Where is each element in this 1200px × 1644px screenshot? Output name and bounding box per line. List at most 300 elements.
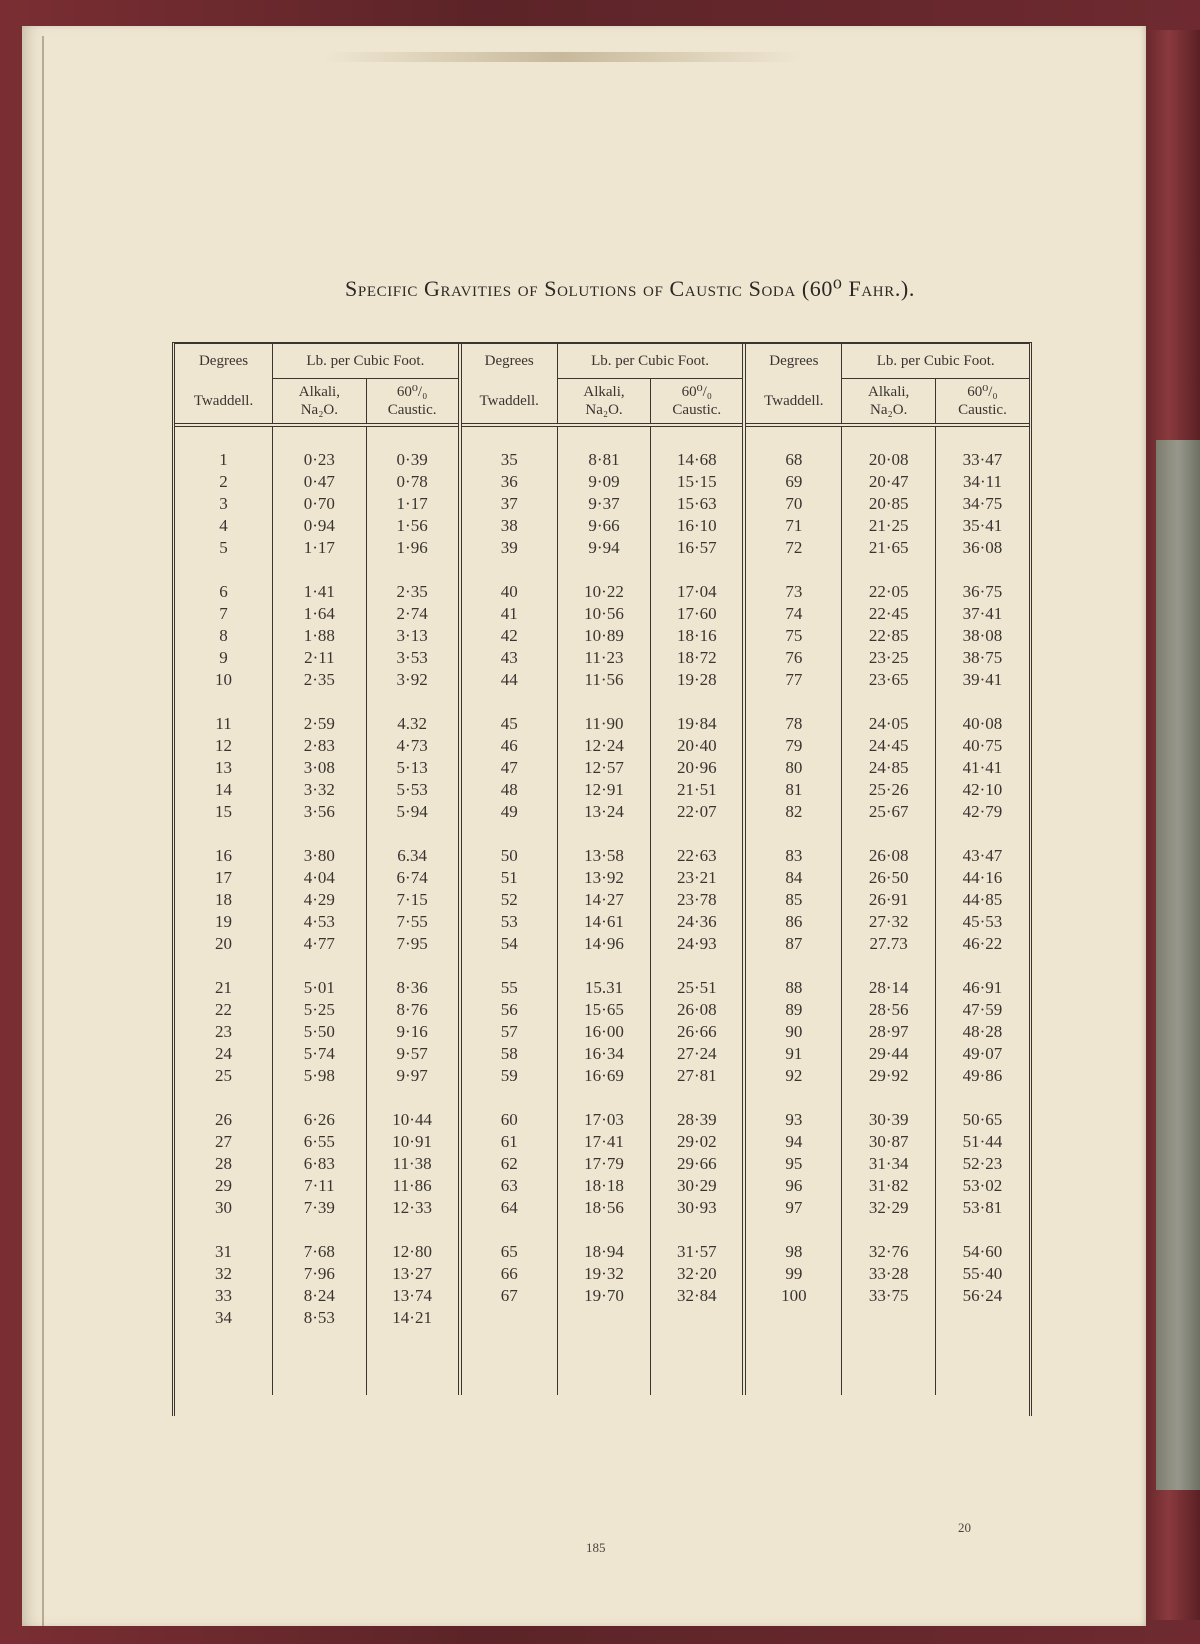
spacer-cell <box>651 955 745 977</box>
alkali-cell: 13·92 <box>557 867 651 889</box>
alkali-cell: 6·83 <box>273 1153 367 1175</box>
twaddell-cell: 11 <box>175 713 273 735</box>
alkali-cell: 20·08 <box>842 449 936 471</box>
alkali-cell: 9·37 <box>557 493 651 515</box>
spacer-row <box>175 1329 1029 1351</box>
caustic-cell <box>651 1307 745 1329</box>
caustic-cell: 10·44 <box>366 1109 460 1131</box>
twaddell-cell: 12 <box>175 735 273 757</box>
caustic-header-3 <box>935 379 1029 426</box>
caustic-cell: 22·07 <box>651 801 745 823</box>
caustic-cell: 6.34 <box>366 845 460 867</box>
alkali-cell: 17·41 <box>557 1131 651 1153</box>
caustic-cell: 34·75 <box>962 494 1003 513</box>
caustic-label: Caustic. <box>672 402 722 418</box>
data-table <box>175 344 1029 1395</box>
twaddell-cell: 67 <box>460 1285 558 1307</box>
caustic-cell: 7·55 <box>366 911 460 933</box>
spacer-row <box>175 691 1029 713</box>
twaddell-cell: 56 <box>460 999 558 1021</box>
page-stain <box>322 52 802 62</box>
alkali-cell: 31·82 <box>842 1175 936 1197</box>
twaddell-cell: 7 <box>175 603 273 625</box>
alkali-cell: 16·00 <box>557 1021 651 1043</box>
caustic-cell: 20·40 <box>651 735 745 757</box>
twaddell-cell: 75 <box>744 625 842 647</box>
caustic-cell: 2·74 <box>366 603 460 625</box>
caustic-cell: 38·08 <box>962 626 1003 645</box>
alkali-cell: 4·04 <box>273 867 367 889</box>
table-row <box>175 1153 1029 1175</box>
alkali-cell: 2·35 <box>273 669 367 691</box>
twaddell-cell: 17 <box>175 867 273 889</box>
twaddell-cell: 10 <box>175 669 273 691</box>
alkali-cell: 12·91 <box>557 779 651 801</box>
twaddell-cell: 59 <box>460 1065 558 1087</box>
alkali-cell: 10·22 <box>557 581 651 603</box>
spacer-cell <box>842 559 936 581</box>
caustic-cell: 26·08 <box>651 999 745 1021</box>
na2o-label: Na₂O. <box>585 402 623 418</box>
alkali-cell: 2·11 <box>273 647 367 669</box>
spacer-cell <box>273 559 367 581</box>
alkali-cell: 5·98 <box>273 1065 367 1087</box>
caustic-header-2 <box>651 379 745 426</box>
alkali-header-2 <box>557 379 651 426</box>
alkali-cell: 22·85 <box>842 625 936 647</box>
caustic-cell: 42·10 <box>962 780 1003 799</box>
spacer-cell <box>175 1329 273 1351</box>
spacer-cell <box>744 1087 842 1109</box>
twaddell-cell: 58 <box>460 1043 558 1065</box>
spacer-cell <box>935 691 1029 713</box>
spacer-cell <box>744 559 842 581</box>
spacer-cell <box>842 955 936 977</box>
spacer-cell <box>175 1351 273 1373</box>
alkali-cell: 24·85 <box>842 757 936 779</box>
lb-per-cubic-foot-header-2: Lb. per Cubic Foot. <box>557 344 744 379</box>
caustic-cell: 34·11 <box>962 472 1002 491</box>
caustic-cell: 54·60 <box>962 1242 1003 1261</box>
twaddell-cell: 93 <box>744 1109 842 1131</box>
table-row <box>175 1263 1029 1285</box>
twaddell-cell: 2 <box>175 471 273 493</box>
caustic-cell: 30·93 <box>651 1197 745 1219</box>
twaddell-cell: 31 <box>175 1241 273 1263</box>
twaddell-cell: 26 <box>175 1109 273 1131</box>
twaddell-cell: 16 <box>175 845 273 867</box>
spacer-cell <box>557 1087 651 1109</box>
alkali-cell: 3·32 <box>273 779 367 801</box>
table-row <box>175 933 1029 955</box>
alkali-cell: 23·65 <box>842 669 936 691</box>
alkali-cell: 6·55 <box>273 1131 367 1153</box>
spacer-cell <box>935 1329 1029 1351</box>
caustic-cell: 11·38 <box>366 1153 460 1175</box>
alkali-cell: 27·32 <box>842 911 936 933</box>
twaddell-cell: 19 <box>175 911 273 933</box>
spacer-cell <box>557 1329 651 1351</box>
spacer-cell <box>460 1219 558 1241</box>
alkali-cell: 10·56 <box>557 603 651 625</box>
table-row <box>175 669 1029 691</box>
alkali-label: Alkali, <box>298 384 340 400</box>
twaddell-cell: 71 <box>744 515 842 537</box>
spacer-cell <box>175 1219 273 1241</box>
twaddell-cell: 77 <box>744 669 842 691</box>
caustic-cell: 1·96 <box>366 537 460 559</box>
spacer-cell <box>175 955 273 977</box>
spacer-cell <box>935 425 1029 449</box>
spacer-cell <box>460 823 558 845</box>
twaddell-cell: 72 <box>744 537 842 559</box>
caustic-cell: 5·94 <box>366 801 460 823</box>
caustic-cell: 15·15 <box>651 471 745 493</box>
alkali-cell: 9·66 <box>557 515 651 537</box>
spacer-cell <box>366 1219 460 1241</box>
spacer-cell <box>744 823 842 845</box>
caustic-cell: 6·74 <box>366 867 460 889</box>
twaddell-cell: 36 <box>460 471 558 493</box>
page-number: 185 <box>586 1540 606 1555</box>
alkali-cell: 1·17 <box>273 537 367 559</box>
alkali-cell: 27.73 <box>842 933 936 955</box>
spacer-cell <box>460 955 558 977</box>
caustic-cell: 48·28 <box>962 1022 1003 1041</box>
caustic-cell: 20·96 <box>651 757 745 779</box>
alkali-cell: 2·59 <box>273 713 367 735</box>
alkali-cell: 4·29 <box>273 889 367 911</box>
spacer-cell <box>651 1373 745 1395</box>
caustic-cell: 21·51 <box>651 779 745 801</box>
caustic-cell: 4.32 <box>366 713 460 735</box>
spacer-cell <box>273 1219 367 1241</box>
caustic-cell: 25·51 <box>651 977 745 999</box>
spacer-cell <box>744 1329 842 1351</box>
degrees-header-1: Degrees <box>175 344 273 379</box>
alkali-cell: 2·83 <box>273 735 367 757</box>
twaddell-cell: 33 <box>175 1285 273 1307</box>
specific-gravity-table <box>172 342 1032 1416</box>
table-body <box>175 425 1029 1395</box>
degrees-header-2: Degrees <box>460 344 558 379</box>
spacer-cell <box>842 1373 936 1395</box>
alkali-cell: 11·23 <box>557 647 651 669</box>
alkali-header-1 <box>273 379 367 426</box>
table-row <box>175 1241 1029 1263</box>
twaddell-cell: 74 <box>744 603 842 625</box>
table-row <box>175 625 1029 647</box>
alkali-cell: 22·45 <box>842 603 936 625</box>
alkali-cell: 12·24 <box>557 735 651 757</box>
spacer-cell <box>651 425 745 449</box>
table-row <box>175 537 1029 559</box>
twaddell-cell: 69 <box>744 471 842 493</box>
alkali-cell: 5·74 <box>273 1043 367 1065</box>
spacer-cell <box>651 1351 745 1373</box>
caustic-cell: 53·81 <box>962 1198 1003 1217</box>
alkali-cell: 7·39 <box>273 1197 367 1219</box>
alkali-cell <box>842 1307 936 1329</box>
spacer-cell <box>651 691 745 713</box>
twaddell-cell: 98 <box>744 1241 842 1263</box>
caustic-cell: 16·57 <box>651 537 745 559</box>
alkali-cell: 4·53 <box>273 911 367 933</box>
alkali-cell: 20·47 <box>842 471 936 493</box>
spacer-row <box>175 559 1029 581</box>
caustic-cell: 3·53 <box>366 647 460 669</box>
spacer-cell <box>366 559 460 581</box>
alkali-label: Alkali, <box>583 384 625 400</box>
alkali-cell: 16·69 <box>557 1065 651 1087</box>
alkali-cell: 18·56 <box>557 1197 651 1219</box>
table-row <box>175 889 1029 911</box>
table-row <box>175 801 1029 823</box>
twaddell-cell: 55 <box>460 977 558 999</box>
caustic-cell: 7·95 <box>366 933 460 955</box>
caustic-cell: 23·78 <box>651 889 745 911</box>
spacer-cell <box>744 1373 842 1395</box>
caustic-cell: 3·92 <box>366 669 460 691</box>
table-row <box>175 845 1029 867</box>
twaddell-cell: 82 <box>744 801 842 823</box>
twaddell-cell: 57 <box>460 1021 558 1043</box>
twaddell-cell: 100 <box>744 1285 842 1307</box>
caustic-cell: 12·33 <box>366 1197 460 1219</box>
spacer-cell <box>460 1351 558 1373</box>
table-row <box>175 867 1029 889</box>
alkali-cell: 19·32 <box>557 1263 651 1285</box>
caustic-cell: 16·10 <box>651 515 745 537</box>
twaddell-cell: 99 <box>744 1263 842 1285</box>
alkali-cell: 0·70 <box>273 493 367 515</box>
caustic-cell: 37·41 <box>962 604 1003 623</box>
spacer-cell <box>935 1373 1029 1395</box>
table-row <box>175 757 1029 779</box>
twaddell-cell: 4 <box>175 515 273 537</box>
spacer-cell <box>935 955 1029 977</box>
twaddell-cell: 81 <box>744 779 842 801</box>
caustic-cell: 22·63 <box>651 845 745 867</box>
table-row <box>175 1043 1029 1065</box>
spacer-cell <box>651 1329 745 1351</box>
twaddell-cell: 66 <box>460 1263 558 1285</box>
alkali-cell: 25·26 <box>842 779 936 801</box>
twaddell-cell: 40 <box>460 581 558 603</box>
twaddell-cell: 76 <box>744 647 842 669</box>
twaddell-cell: 39 <box>460 537 558 559</box>
alkali-cell: 3·08 <box>273 757 367 779</box>
gutter-line <box>42 36 44 1626</box>
twaddell-cell: 63 <box>460 1175 558 1197</box>
caustic-cell: 55·40 <box>962 1264 1003 1283</box>
spacer-cell <box>273 425 367 449</box>
alkali-cell: 21·65 <box>842 537 936 559</box>
caustic-cell: 17·04 <box>651 581 745 603</box>
spacer-cell <box>366 1329 460 1351</box>
twaddell-cell: 30 <box>175 1197 273 1219</box>
caustic-cell <box>935 1307 1029 1329</box>
spacer-cell <box>273 1087 367 1109</box>
alkali-cell: 18·94 <box>557 1241 651 1263</box>
alkali-cell: 11·56 <box>557 669 651 691</box>
caustic-cell: 53·02 <box>962 1176 1003 1195</box>
caustic-cell: 9·57 <box>366 1043 460 1065</box>
caustic-cell: 14·68 <box>651 449 745 471</box>
twaddell-cell: 35 <box>460 449 558 471</box>
caustic-cell: 19·28 <box>651 669 745 691</box>
alkali-cell: 3·80 <box>273 845 367 867</box>
alkali-cell: 28·56 <box>842 999 936 1021</box>
caustic-cell: 44·85 <box>962 890 1003 909</box>
table-row <box>175 449 1029 471</box>
twaddell-cell: 42 <box>460 625 558 647</box>
page-title: Specific Gravities of Solutions of Caustic Soda (60⁰ Fahr.). <box>345 276 915 301</box>
alkali-cell: 15.31 <box>557 977 651 999</box>
alkali-cell: 28·97 <box>842 1021 936 1043</box>
twaddell-cell: 83 <box>744 845 842 867</box>
spacer-cell <box>651 823 745 845</box>
alkali-cell: 25·67 <box>842 801 936 823</box>
percent-label: 60⁰/₀ <box>681 384 712 400</box>
spacer-cell <box>744 425 842 449</box>
alkali-cell: 18·18 <box>557 1175 651 1197</box>
spacer-cell <box>460 425 558 449</box>
table-row <box>175 1065 1029 1087</box>
spacer-cell <box>175 425 273 449</box>
caustic-cell: 41·41 <box>962 758 1003 777</box>
spacer-cell <box>935 559 1029 581</box>
caustic-label: Caustic. <box>958 402 1007 418</box>
spacer-cell <box>557 955 651 977</box>
table-row <box>175 1175 1029 1197</box>
na2o-label: Na₂O. <box>300 402 339 418</box>
alkali-cell: 14·96 <box>557 933 651 955</box>
alkali-cell: 16·34 <box>557 1043 651 1065</box>
spacer-cell <box>366 1087 460 1109</box>
twaddell-cell: 62 <box>460 1153 558 1175</box>
spacer-cell <box>651 559 745 581</box>
spacer-cell <box>175 1087 273 1109</box>
twaddell-cell: 61 <box>460 1131 558 1153</box>
caustic-cell: 26·66 <box>651 1021 745 1043</box>
spacer-cell <box>557 1373 651 1395</box>
twaddell-cell: 41 <box>460 603 558 625</box>
twaddell-cell: 47 <box>460 757 558 779</box>
twaddell-cell: 52 <box>460 889 558 911</box>
twaddell-cell: 80 <box>744 757 842 779</box>
twaddell-cell: 44 <box>460 669 558 691</box>
na2o-label: Na₂O. <box>870 402 908 418</box>
caustic-cell: 56·24 <box>962 1286 1003 1305</box>
alkali-cell: 33·28 <box>842 1263 936 1285</box>
caustic-cell: 36·08 <box>962 538 1003 557</box>
cover-cloth-patch <box>1156 440 1200 1490</box>
alkali-cell: 32·29 <box>842 1197 936 1219</box>
twaddell-cell: 86 <box>744 911 842 933</box>
spacer-cell <box>935 1087 1029 1109</box>
caustic-cell: 35·41 <box>962 516 1003 535</box>
twaddell-cell: 34 <box>175 1307 273 1329</box>
twaddell-cell: 73 <box>744 581 842 603</box>
spacer-cell <box>366 691 460 713</box>
twaddell-cell <box>460 1307 558 1329</box>
spacer-cell <box>842 1329 936 1351</box>
spacer-row <box>175 1219 1029 1241</box>
alkali-cell: 14·27 <box>557 889 651 911</box>
twaddell-cell: 95 <box>744 1153 842 1175</box>
spacer-cell <box>744 955 842 977</box>
spacer-row <box>175 1351 1029 1373</box>
alkali-cell: 8·24 <box>273 1285 367 1307</box>
spacer-cell <box>744 691 842 713</box>
alkali-cell: 0·94 <box>273 515 367 537</box>
spacer-cell <box>366 425 460 449</box>
caustic-cell: 46·22 <box>962 934 1003 953</box>
table-row <box>175 1021 1029 1043</box>
alkali-cell: 20·85 <box>842 493 936 515</box>
twaddell-cell: 78 <box>744 713 842 735</box>
spacer-cell <box>366 1351 460 1373</box>
caustic-cell: 1·56 <box>366 515 460 537</box>
spacer-cell <box>842 823 936 845</box>
spacer-cell <box>744 1219 842 1241</box>
spacer-cell <box>935 1219 1029 1241</box>
caustic-cell: 31·57 <box>651 1241 745 1263</box>
twaddell-cell: 97 <box>744 1197 842 1219</box>
spacer-cell <box>842 1351 936 1373</box>
alkali-cell: 30·87 <box>842 1131 936 1153</box>
alkali-header-3 <box>842 379 936 426</box>
alkali-cell: 13·58 <box>557 845 651 867</box>
alkali-cell: 9·94 <box>557 537 651 559</box>
caustic-cell: 32·20 <box>651 1263 745 1285</box>
caustic-cell: 39·41 <box>962 670 1003 689</box>
alkali-cell: 12·57 <box>557 757 651 779</box>
alkali-cell: 7·68 <box>273 1241 367 1263</box>
caustic-cell: 44·16 <box>962 868 1003 887</box>
degrees-header-3: Degrees <box>744 344 842 379</box>
caustic-cell: 18·72 <box>651 647 745 669</box>
caustic-cell: 40·08 <box>962 714 1003 733</box>
caustic-cell: 33·47 <box>962 450 1003 469</box>
spacer-cell <box>557 1351 651 1373</box>
caustic-cell: 43·47 <box>962 846 1003 865</box>
alkali-cell: 7·96 <box>273 1263 367 1285</box>
alkali-cell: 5·25 <box>273 999 367 1021</box>
twaddell-cell: 22 <box>175 999 273 1021</box>
twaddell-cell: 54 <box>460 933 558 955</box>
alkali-cell: 5·01 <box>273 977 367 999</box>
alkali-cell: 13·24 <box>557 801 651 823</box>
caustic-cell: 28·39 <box>651 1109 745 1131</box>
caustic-cell: 30·29 <box>651 1175 745 1197</box>
caustic-cell: 27·24 <box>651 1043 745 1065</box>
twaddell-cell: 38 <box>460 515 558 537</box>
alkali-label: Alkali, <box>868 384 910 400</box>
twaddell-cell: 28 <box>175 1153 273 1175</box>
table-row <box>175 603 1029 625</box>
twaddell-cell: 45 <box>460 713 558 735</box>
twaddell-cell: 3 <box>175 493 273 515</box>
alkali-cell: 26·91 <box>842 889 936 911</box>
twaddell-cell: 90 <box>744 1021 842 1043</box>
spacer-cell <box>460 559 558 581</box>
twaddell-cell: 46 <box>460 735 558 757</box>
caustic-cell: 7·15 <box>366 889 460 911</box>
spacer-cell <box>273 691 367 713</box>
caustic-cell: 8·36 <box>366 977 460 999</box>
